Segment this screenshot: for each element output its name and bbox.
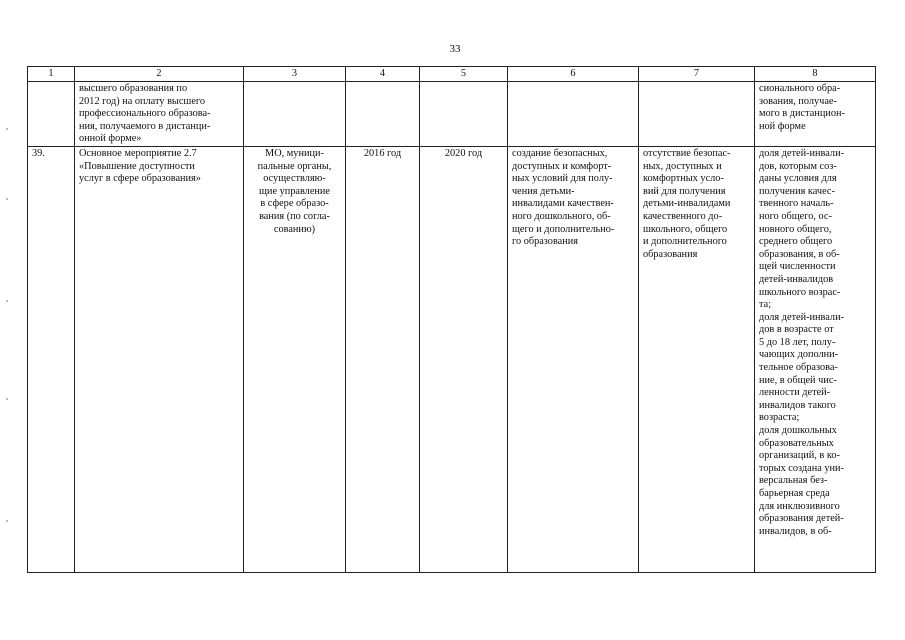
column-number: 2 [75,67,244,82]
column-number: 5 [420,67,508,82]
end-year: 2020 год [420,146,508,572]
margin-mark [6,398,8,400]
responsible-executor: МО, муници- пальные органы, осуществляю- щие управление в сфере образо- вания (по согла- сованию) [244,146,346,572]
column-number: 4 [346,67,420,82]
target-indicators: доля детей-инвали- дов, которым соз- даны условия для получения качес- твенного началь- ного общего, ос- новного общего, среднего общего образования, в об- щей численности детей-инвалидов школьного возрас- та; доля детей-инвали- дов в возрасте от 5 до 18 лет, полу- чающих дополни- тельное образова- ние, в общей чис- ленности детей- инвалидов такого возраста; доля дошкольных образовательных организаций, в ко- торых создана уни- версальная без- барьерная среда для инклюзивного образования детей- инвалидов, в об- [755,146,876,572]
page-number: 33 [449,43,461,55]
start-year: 2016 год [346,146,420,572]
margin-mark [6,198,8,200]
non-implementation-consequences: отсутствие безопас- ных, доступных и комфортных усло- вий для получения детьми-инвалидами качественного до- школьного, общего и дополнительного образования [639,146,755,572]
column-number-row [28,67,876,82]
measure-name: Основное мероприятие 2.7 «Повышение доступности услуг в сфере образования» [75,146,244,572]
cell-result [508,82,639,147]
cell-number [28,82,75,147]
cell-indicators: сионального обра- зования, получае- мого в дистанцион- ной форме [755,82,876,147]
expected-result: создание безопасных, доступных и комфорт- ных условий для полу- чения детьми- инвалидами качествен- ного дошкольного, об- щего и дополнительно- го образования [508,146,639,572]
column-number: 8 [755,67,876,82]
cell-start [346,82,420,147]
column-number: 1 [28,67,75,82]
table-row-39 [28,146,876,572]
column-number: 3 [244,67,346,82]
column-number: 6 [508,67,639,82]
cell-name: высшего образования по 2012 год) на оплату высшего профессионального образова- ния, получаемого в дистанци- онной форме» [75,82,244,147]
margin-mark [6,128,8,130]
cell-executor [244,82,346,147]
margin-mark [6,300,8,302]
margin-mark [6,520,8,522]
cell-end [420,82,508,147]
cell-consequences [639,82,755,147]
continuation-row [28,82,876,147]
row-number: 39. [28,146,75,572]
program-table [27,66,876,573]
column-number: 7 [639,67,755,82]
